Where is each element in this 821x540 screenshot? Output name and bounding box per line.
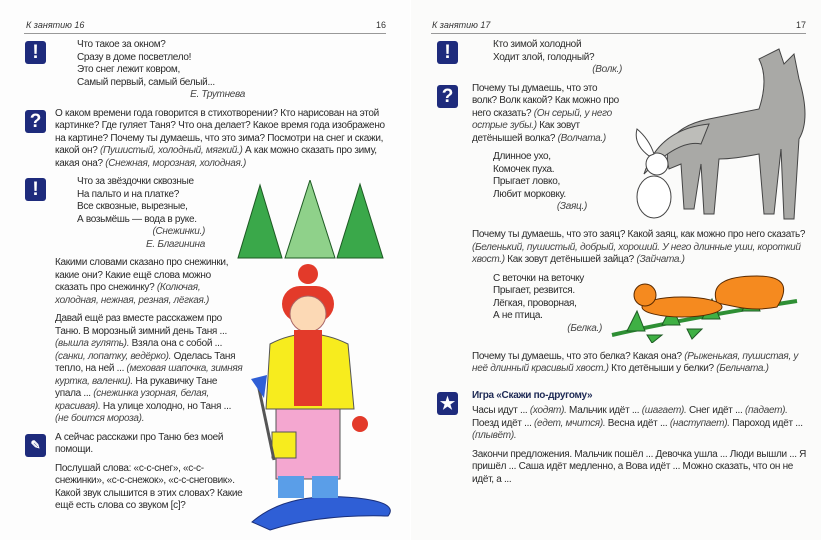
paragraph-tanya-story: [25, 313, 245, 426]
answer-text: (Пушистый, холодный, мягкий.): [100, 145, 243, 156]
answer-text: (снежинка узорная, белая, красивая).: [55, 388, 209, 412]
paragraph-retell-block: [25, 432, 245, 457]
answer-text: (Беленький, пушистый, добрый, хороший. У него длинные уши, короткий хвост.): [472, 241, 801, 265]
answer-text: (не боится мороза).: [55, 413, 145, 424]
poem-line: Комочек пуха.: [493, 163, 555, 175]
lower-left-section: [25, 176, 390, 513]
answer-text: (Бельчата.): [716, 363, 769, 374]
text-segment: Взяла она с собой ...: [129, 338, 223, 349]
wolf-hare-illustration: [629, 39, 811, 224]
left-column: [25, 39, 390, 519]
text-segment: Закончи предложения. Мальчик пошёл ... Девочка ушла ... Люди вышли ... Я пришёл ... Саша идёт медленно, а Вова идёт ... Можно сказать, что он не идёт, а ...: [472, 448, 807, 485]
exclamation-icon: !: [25, 41, 46, 64]
answer-text: (вышла гулять).: [55, 338, 130, 349]
text-segment: О каком времени года говорится в стихотворении? Кто нарисован на этой картинке? Где гуляет Таня? Что она делает? Какое время года изображено на картине? Почему ты думаешь, что это зима? Посмотри на снег и скажи, какой он?: [55, 107, 385, 156]
poem-line: Прыгает ловко,: [493, 176, 560, 187]
paragraph-squirrel: [437, 351, 811, 376]
poem-line: На пальто и на платке?: [77, 188, 180, 200]
squirrel-branch-illustration: [607, 273, 807, 343]
poem-line: С веточки на веточку: [493, 272, 584, 284]
poem-wolf: [437, 39, 622, 77]
poem-line: Все сквозные, вырезные,: [77, 201, 188, 212]
text-segment: Почему ты думаешь, что это волк? Волк какой? Как можно про него сказать?: [472, 82, 619, 119]
text-segment: Почему ты думаешь, что это белка? Какая она?: [472, 350, 685, 362]
poem-line: Это снег лежит ковром,: [77, 64, 180, 75]
fir-tree: [285, 180, 335, 258]
text-segment: Часы идут ...: [472, 405, 530, 416]
poem-answer: (Заяц.): [556, 201, 587, 212]
question-icon: ?: [25, 110, 46, 133]
poem-line: Кто зимой холодной: [493, 39, 582, 50]
section-header: К занятию 16: [26, 20, 85, 30]
exclamation-icon: !: [25, 178, 46, 201]
poem-line: Что такое за окном?: [77, 39, 166, 50]
page-number: 17: [796, 20, 807, 30]
paragraph-snowflake-words: [25, 257, 245, 307]
text-segment: Весна идёт ...: [605, 417, 670, 429]
page-number: 16: [376, 20, 387, 30]
fir-tree: [238, 185, 282, 258]
header-rule: [24, 33, 386, 34]
answer-text: (Колючая, холодная, нежная, резная, лёгкая.): [55, 282, 210, 306]
answer-text: (Зайчата.): [636, 254, 685, 265]
poem-answer: (Снежинки.): [152, 226, 205, 237]
paragraph-game: [437, 405, 811, 443]
answer-text: (Он серый, у него острые зубы.): [472, 107, 612, 131]
question-wolf: [437, 83, 622, 146]
header-rule: [431, 33, 806, 34]
question-winter: [25, 108, 390, 171]
text-segment: А сейчас расскажи про Таню без моей помощи.: [55, 431, 224, 455]
poem-author: Е. Трутнева: [190, 89, 245, 100]
answer-text: (Волчата.): [557, 132, 606, 144]
right-page: [411, 0, 821, 540]
poem-line: Длинное ухо,: [493, 151, 551, 162]
question-text: [472, 83, 622, 146]
question-icon: ?: [437, 85, 458, 108]
paragraph-hare: [437, 229, 811, 267]
girl-winter-illustration: [250, 264, 400, 534]
section-header: К занятию 17: [432, 20, 491, 30]
text-segment: Послушай слова: «с-с-снег», «с-с-снежинки», «с-с-снежок», «с-с-снеговик». Какой звук слышится в этих словах? Какие ещё есть слова со звуком [с]?: [55, 462, 243, 511]
text-segment: Оделась Таня тепло, на ней ...: [55, 350, 236, 374]
text-segment: Как зовут детёнышей волка?: [472, 120, 580, 144]
answer-text: (Снежная, морозная, холодная.): [105, 157, 247, 169]
text-segment: Пароход идёт ...: [729, 417, 803, 429]
left-page: [0, 0, 410, 540]
poem-line: Что за звёздочки сквозные: [77, 176, 194, 187]
text-segment: Как зовут детёнышей зайца?: [504, 254, 637, 265]
right-column: [437, 39, 811, 492]
text-segment: Почему ты думаешь, что это заяц? Какой заяц, как можно про него сказать?: [472, 229, 806, 240]
exclamation-icon: !: [437, 41, 458, 64]
text-segment: А как можно сказать про зиму, какая она?: [55, 145, 377, 169]
answer-text: (ходят).: [529, 405, 567, 416]
wolf-section: [437, 39, 811, 229]
poem-author: Е. Благинина: [146, 238, 205, 250]
text-segment: Снег идёт ...: [686, 405, 745, 416]
poem-answer: (Белка.): [567, 322, 602, 334]
game-title: Игра «Скажи по-другому»: [472, 389, 593, 401]
poem-answer: (Волк.): [592, 64, 622, 75]
book-icon: ✎: [25, 434, 46, 457]
poem-hare: [437, 151, 587, 214]
fir-tree: [337, 184, 383, 258]
answer-text: (плывёт).: [472, 430, 517, 441]
paragraph-finish-sentences: [437, 449, 811, 487]
squirrel-section: [437, 273, 811, 345]
text-segment: На рукавичку Тане упала ...: [55, 375, 218, 399]
text-segment: Давай ещё раз вместе расскажем про Таню. В морозный зимний день Таня ...: [55, 313, 227, 337]
answer-text: (Рыженькая, пушистая, у неё длинный красивый хвост.): [472, 350, 799, 374]
poem-squirrel: [437, 273, 602, 336]
answer-text: (шагает).: [641, 405, 687, 416]
text-segment: Мальчик идёт ...: [566, 405, 642, 416]
text-segment: Какими словами сказано про снежинки, какие они? Какие ещё слова можно сказать про снежинку?: [55, 257, 229, 293]
poem-line: Ходит злой, голодный?: [493, 51, 595, 63]
poem-snowflakes: [25, 176, 205, 251]
answer-text: (санки, лопатку, ведёрко).: [55, 350, 172, 362]
poem-snow: [25, 39, 245, 102]
text-segment: Кто детёныши у белки?: [608, 363, 717, 374]
poem-line: Самый первый, самый белый...: [77, 76, 215, 88]
question-text: [55, 108, 390, 171]
text-segment: На улице холодно, но Таня ...: [100, 400, 232, 412]
answer-text: (меховая шапочка, зимняя куртка, валенки).: [55, 363, 243, 387]
paragraph-retell: [55, 432, 245, 457]
poem-line: Прыгает, резвится.: [493, 285, 575, 296]
poem-line: А не птица.: [493, 310, 543, 321]
poem-line: Сразу в доме посветлело!: [77, 51, 192, 63]
text-segment: Поезд идёт ...: [472, 417, 535, 429]
paragraph-sound-s: [25, 463, 245, 513]
poem-line: Лёгкая, проворная,: [493, 297, 577, 309]
star-icon: ★: [437, 392, 458, 415]
fir-trees: [230, 180, 390, 262]
answer-text: (наступает).: [669, 417, 730, 429]
answer-text: (падает).: [744, 405, 788, 416]
poem-line: А возьмёшь — вода в руке.: [77, 213, 197, 225]
answer-text: (едет, мчится).: [534, 417, 606, 429]
poem-line: Любит морковку.: [493, 188, 566, 200]
